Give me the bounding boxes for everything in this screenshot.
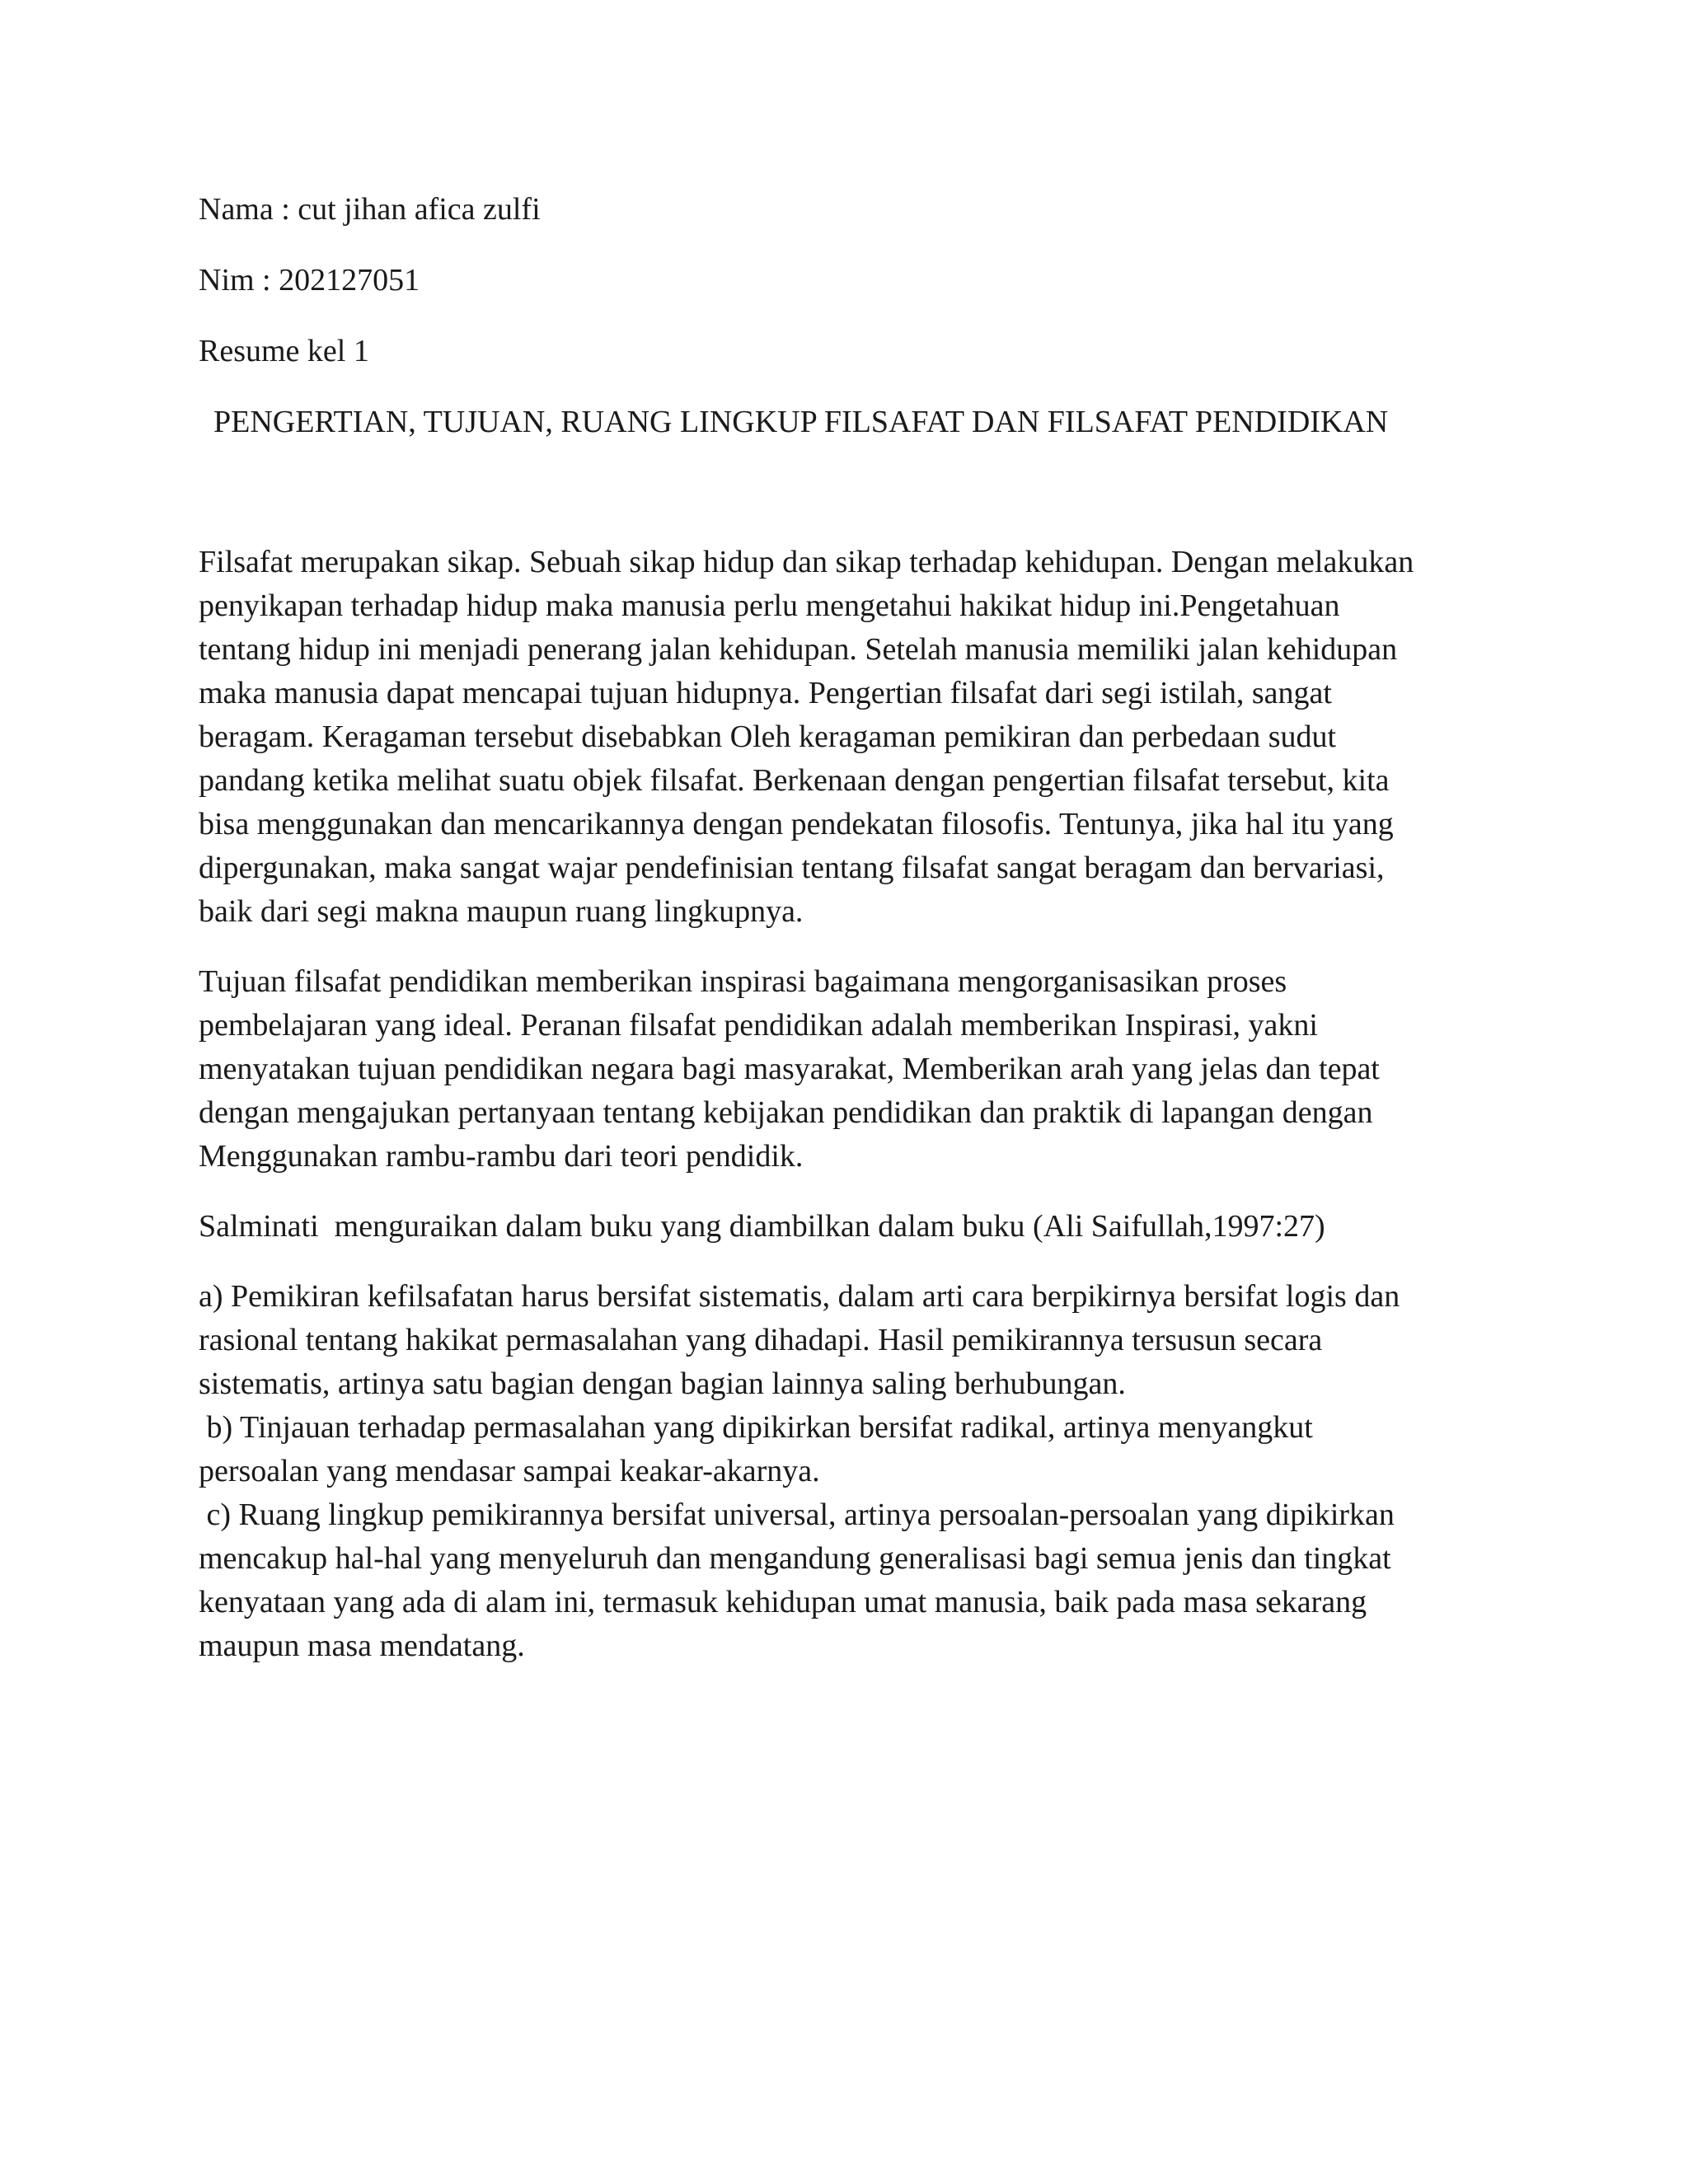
paragraph-line: penyikapan terhadap hidup maka manusia perlu mengetahui hakikat hidup ini.Pengetahuan xyxy=(199,588,1340,623)
document-content xyxy=(199,188,1501,1668)
paragraph-line: sistematis, artinya satu bagian dengan bagian lainnya saling berhubungan. xyxy=(199,1366,1126,1401)
paragraph-line: rasional tentang hakikat permasalahan yang dihadapi. Hasil pemikirannya tersusun secara xyxy=(199,1323,1323,1357)
paragraph-line: dipergunakan, maka sangat wajar pendefinisian tentang filsafat sangat beragam dan bervariasi, xyxy=(199,851,1385,885)
paragraph-line: maka manusia dapat mencapai tujuan hidupnya. Pengertian filsafat dari segi istilah, sangat xyxy=(199,676,1332,710)
paragraph-line: Salminati menguraikan dalam buku yang diambilkan dalam buku (Ali Saifullah,1997:27) xyxy=(199,1209,1325,1244)
resume-line: Resume kel 1 xyxy=(199,334,369,368)
paragraph-tujuan xyxy=(199,960,1501,1179)
paragraph-line: persoalan yang mendasar sampai keakar-akarnya. xyxy=(199,1454,820,1488)
paragraph-line: maupun masa mendatang. xyxy=(199,1629,525,1663)
paragraph-pengertian xyxy=(199,541,1501,934)
paragraph-line: kenyataan yang ada di alam ini, termasuk kehidupan umat manusia, baik pada masa sekarang xyxy=(199,1585,1367,1619)
paragraph-line: tentang hidup ini menjadi penerang jalan kehidupan. Setelah manusia memiliki jalan kehidupan xyxy=(199,632,1398,667)
paragraph-line: Tujuan filsafat pendidikan memberikan inspirasi bagaimana mengorganisasikan proses xyxy=(199,964,1287,999)
paragraph-line: beragam. Keragaman tersebut disebabkan Oleh keragaman pemikiran dan perbedaan sudut xyxy=(199,719,1337,754)
paragraph-line: dengan mengajukan pertanyaan tentang kebijakan pendidikan dan praktik di lapangan dengan xyxy=(199,1095,1373,1130)
paragraph-line: menyatakan tujuan pendidikan negara bagi masyarakat, Memberikan arah yang jelas dan tepat xyxy=(199,1052,1380,1086)
list-item-c: c) Ruang lingkup pemikirannya bersifat universal, artinya persoalan-persoalan yang dipikirkan xyxy=(199,1497,1395,1532)
document-title: PENGERTIAN, TUJUAN, RUANG LINGKUP FILSAFAT DAN FILSAFAT PENDIDIKAN xyxy=(213,405,1389,439)
paragraph-line: baik dari segi makna maupun ruang lingkupnya. xyxy=(199,894,804,929)
nama-line: Nama : cut jihan afica zulfi xyxy=(199,192,541,227)
paragraph-line: pembelajaran yang ideal. Peranan filsafat pendidikan adalah memberikan Inspirasi, yakni xyxy=(199,1008,1318,1043)
list-item-a: a) Pemikiran kefilsafatan harus bersifat sistematis, dalam arti cara berpikirnya bersifat logis dan xyxy=(199,1279,1400,1314)
list-item-b: b) Tinjauan terhadap permasalahan yang dipikirkan bersifat radikal, artinya menyangkut xyxy=(199,1410,1313,1445)
paragraph-line: Filsafat merupakan sikap. Sebuah sikap hidup dan sikap terhadap kehidupan. Dengan melakukan xyxy=(199,545,1414,579)
paragraph-ruang-lingkup-list xyxy=(199,1275,1501,1668)
paragraph-line: bisa menggunakan dan mencarikannya dengan pendekatan filosofis. Tentunya, jika hal itu yang xyxy=(199,807,1394,841)
paragraph-line: pandang ketika melihat suatu objek filsafat. Berkenaan dengan pengertian filsafat tersebut, kita xyxy=(199,763,1390,798)
paragraph-line: mencakup hal-hal yang menyeluruh dan mengandung generalisasi bagi semua jenis dan tingkat xyxy=(199,1541,1391,1576)
nim-line: Nim : 202127051 xyxy=(199,263,420,298)
paragraph-salminati xyxy=(199,1205,1501,1249)
paragraph-line: Menggunakan rambu-rambu dari teori pendidik. xyxy=(199,1139,804,1174)
